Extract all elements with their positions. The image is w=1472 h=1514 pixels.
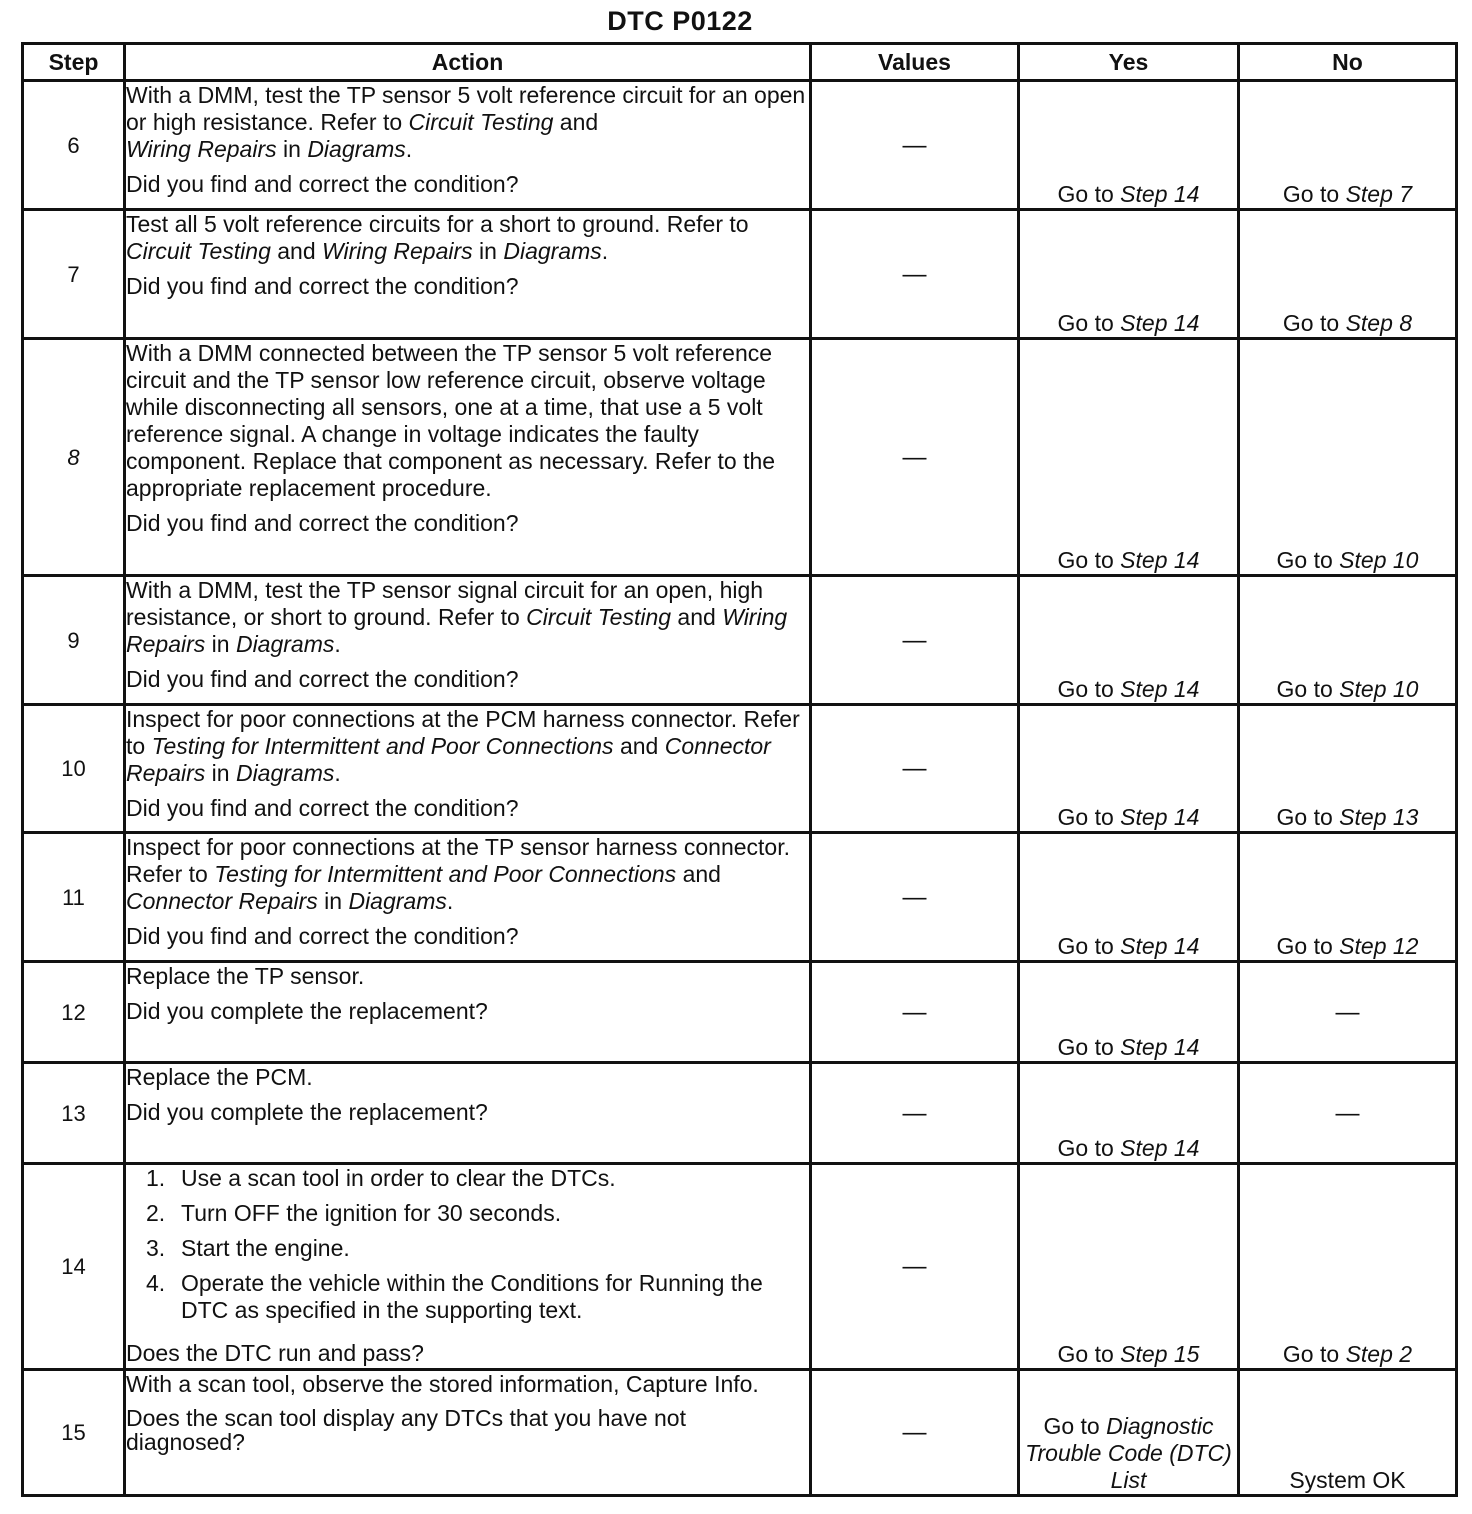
values-cell: — [811, 576, 1019, 705]
action-question: Did you complete the replacement? [126, 1099, 488, 1125]
yes-cell: Go to Step 14 [1019, 210, 1239, 339]
action-text: With a scan tool, observe the stored information, Capture Info. [126, 1371, 759, 1397]
action-text: With a DMM connected between the TP sensor 5 volt reference circuit and the TP sensor low reference circuit, observe voltage while disconnecting all sensors, one at a time, that use a 5 volt reference signal. A change in voltage indicates the faulty component. Replace that component as necessary. Refer to the appropriate replacement procedure. [126, 340, 776, 501]
no-step-link[interactable]: Step 2 [1345, 1341, 1413, 1367]
action-cell [125, 576, 811, 705]
page-title: DTC P0122 [607, 6, 753, 36]
list-item: 2. Turn OFF the ignition for 30 seconds. [146, 1200, 562, 1226]
procedure-list [126, 1165, 809, 1332]
yes-step-link[interactable]: Step 15 [1120, 1341, 1200, 1367]
action-cell [125, 1370, 811, 1496]
action-cell [125, 1164, 811, 1370]
values-cell: — [811, 705, 1019, 833]
step-number: 14 [23, 1164, 125, 1370]
table-row [23, 1164, 1457, 1370]
step-number: 10 [23, 705, 125, 833]
action-question: Does the DTC run and pass? [126, 1340, 424, 1366]
values-cell: — [811, 833, 1019, 962]
values-cell: — [811, 1063, 1019, 1164]
step-number: 7 [23, 210, 125, 339]
no-cell: System OK [1239, 1370, 1457, 1496]
yes-step-link[interactable]: Step 14 [1120, 676, 1200, 702]
action-question: Did you find and correct the condition? [126, 923, 519, 949]
yes-cell: Go to Step 14 [1019, 339, 1239, 576]
yes-step-link[interactable]: Step 14 [1120, 1034, 1200, 1060]
no-cell: — [1239, 1063, 1457, 1164]
action-text: Test all 5 volt reference circuits for a short to ground. Refer to Circuit Testing and Wiring Repairs in Diagrams. [126, 211, 749, 264]
column-header-values: Values [811, 44, 1019, 81]
action-cell [125, 339, 811, 576]
list-item: 4. Operate the vehicle within the Conditions for Running the DTC as specified in the supporting text. [146, 1270, 763, 1323]
table-row [23, 210, 1457, 339]
yes-cell: Go to Diagnostic Trouble Code (DTC) List [1019, 1370, 1239, 1496]
table-row [23, 1063, 1457, 1164]
yes-step-link[interactable]: Step 14 [1120, 547, 1200, 573]
action-text: With a DMM, test the TP sensor 5 volt reference circuit for an open or high resistance. Refer to Circuit Testing and Wiring Repairs in Diagrams. [126, 82, 806, 162]
no-cell: Go to Step 12 [1239, 833, 1457, 962]
action-cell [125, 210, 811, 339]
action-question: Did you find and correct the condition? [126, 666, 519, 692]
action-cell [125, 962, 811, 1063]
yes-cell: Go to Step 14 [1019, 1063, 1239, 1164]
column-header-yes: Yes [1019, 44, 1239, 81]
yes-cell: Go to Step 15 [1019, 1164, 1239, 1370]
table-row [23, 339, 1457, 576]
no-cell: — [1239, 962, 1457, 1063]
table-row [23, 833, 1457, 962]
no-step-link[interactable]: Step 13 [1339, 804, 1419, 830]
no-step-link[interactable]: Step 12 [1339, 933, 1419, 959]
action-question: Does the scan tool display any DTCs that you have not diagnosed? [126, 1405, 686, 1455]
action-question: Did you find and correct the condition? [126, 273, 519, 299]
table-row [23, 1370, 1457, 1496]
no-step-link[interactable]: Step 7 [1345, 181, 1413, 207]
action-text: Inspect for poor connections at the TP sensor harness connector. Refer to Testing for Intermittent and Poor Connections and Connector Repairs in Diagrams. [126, 834, 790, 914]
step-number: 11 [23, 833, 125, 962]
no-step-link[interactable]: Step 10 [1339, 547, 1419, 573]
no-step-link[interactable]: Step 8 [1345, 310, 1413, 336]
action-text: Inspect for poor connections at the PCM harness connector. Refer to Testing for Intermittent and Poor Connections and Connector Repairs in Diagrams. [126, 706, 800, 786]
table-row [23, 705, 1457, 833]
column-header-action: Action [125, 44, 811, 81]
yes-cell: Go to Step 14 [1019, 705, 1239, 833]
column-header-no: No [1239, 44, 1457, 81]
action-question: Did you find and correct the condition? [126, 795, 519, 821]
step-number: 9 [23, 576, 125, 705]
action-question: Did you complete the replacement? [126, 998, 488, 1024]
column-header-step: Step [23, 44, 125, 81]
table-row [23, 81, 1457, 210]
values-cell: — [811, 1164, 1019, 1370]
values-cell: — [811, 339, 1019, 576]
list-item: 1. Use a scan tool in order to clear the DTCs. [146, 1165, 616, 1191]
yes-step-link[interactable]: Step 14 [1120, 933, 1200, 959]
values-cell: — [811, 81, 1019, 210]
yes-step-link[interactable]: Step 14 [1120, 804, 1200, 830]
no-cell: Go to Step 7 [1239, 81, 1457, 210]
values-cell: — [811, 210, 1019, 339]
table-row [23, 576, 1457, 705]
values-cell: — [811, 1370, 1019, 1496]
list-item: 3. Start the engine. [146, 1235, 350, 1261]
action-cell [125, 81, 811, 210]
no-cell: Go to Step 8 [1239, 210, 1457, 339]
no-cell: Go to Step 13 [1239, 705, 1457, 833]
step-number: 8 [23, 339, 125, 576]
yes-cell: Go to Step 14 [1019, 833, 1239, 962]
step-number: 6 [23, 81, 125, 210]
no-cell: Go to Step 2 [1239, 1164, 1457, 1370]
yes-dtc-list-link[interactable]: Diagnostic Trouble Code (DTC) List [1025, 1413, 1232, 1493]
action-cell [125, 1063, 811, 1164]
step-number: 12 [23, 962, 125, 1063]
yes-cell: Go to Step 14 [1019, 962, 1239, 1063]
action-question: Did you find and correct the condition? [126, 510, 519, 536]
no-cell: Go to Step 10 [1239, 339, 1457, 576]
values-cell: — [811, 962, 1019, 1063]
action-cell [125, 833, 811, 962]
step-number: 13 [23, 1063, 125, 1164]
yes-cell: Go to Step 14 [1019, 576, 1239, 705]
yes-step-link[interactable]: Step 14 [1120, 1135, 1200, 1161]
table-header-row [23, 44, 1457, 81]
action-cell [125, 705, 811, 833]
yes-step-link[interactable]: Step 14 [1120, 310, 1200, 336]
yes-cell: Go to Step 14 [1019, 81, 1239, 210]
action-text: Replace the PCM. [126, 1064, 313, 1090]
action-question: Did you find and correct the condition? [126, 171, 519, 197]
dtc-table [21, 42, 1458, 1497]
action-text: With a DMM, test the TP sensor signal circuit for an open, high resistance, or short to ground. Refer to Circuit Testing and Wiring Repairs in Diagrams. [126, 577, 788, 657]
table-row [23, 962, 1457, 1063]
no-cell: Go to Step 10 [1239, 576, 1457, 705]
no-step-link[interactable]: Step 10 [1339, 676, 1419, 702]
yes-step-link[interactable]: Step 14 [1120, 181, 1200, 207]
action-text: Replace the TP sensor. [126, 963, 365, 989]
step-number: 15 [23, 1370, 125, 1496]
